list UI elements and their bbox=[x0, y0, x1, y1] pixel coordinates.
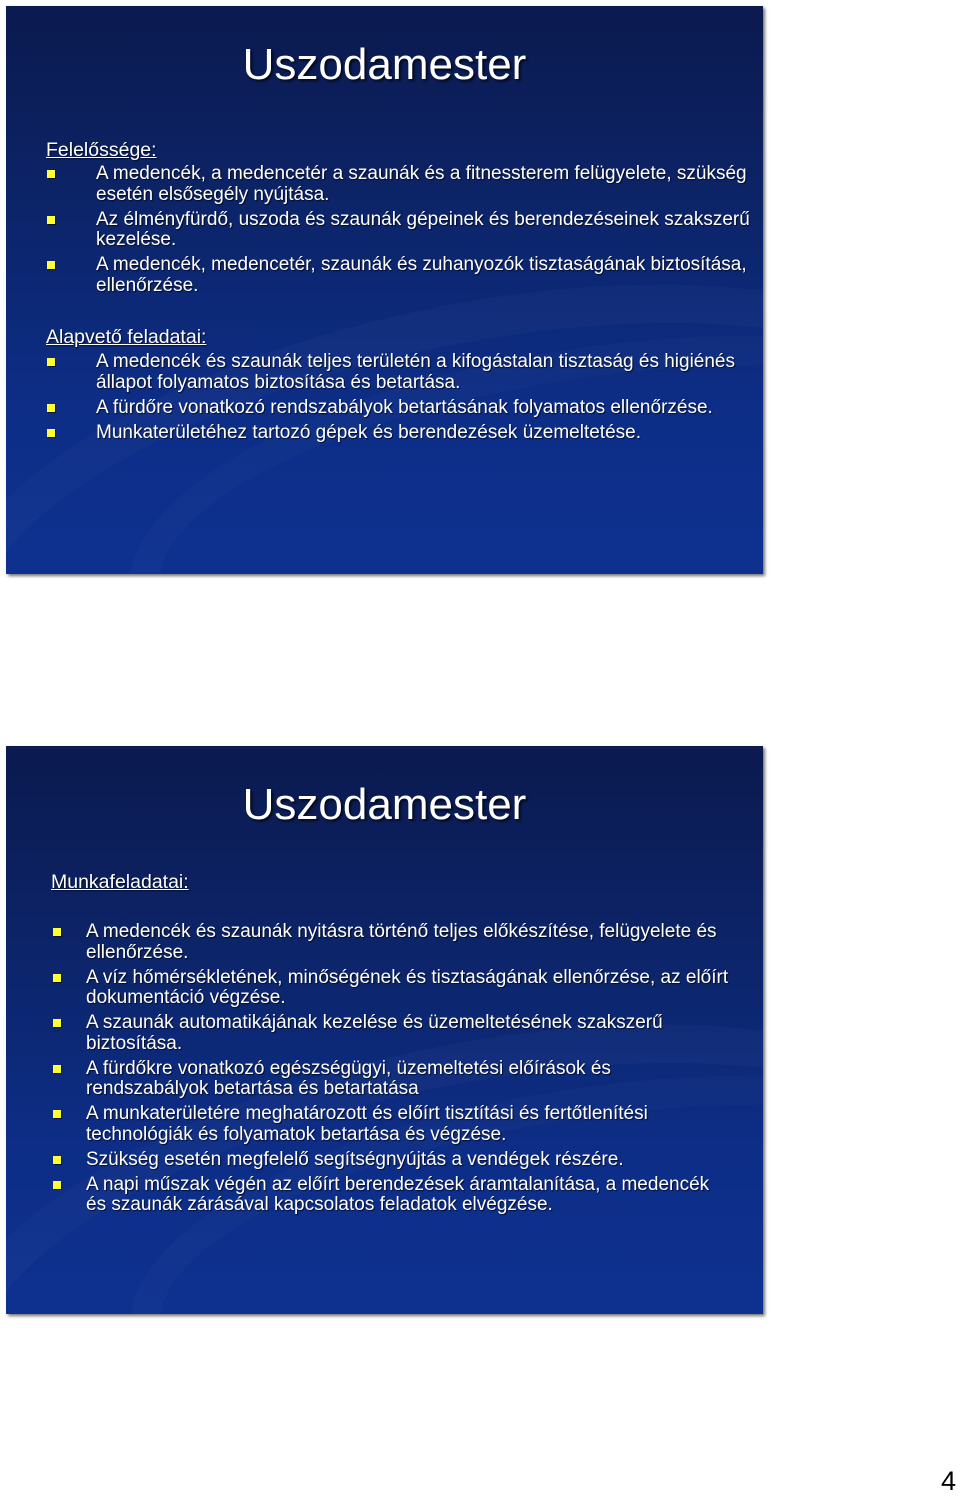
basic-tasks-list bbox=[46, 352, 736, 448]
list-item: A víz hőmérsékletének, minőségének és tisztaságának ellenőrzése, az előírt dokumentáció végzése. bbox=[52, 968, 732, 1009]
square-bullet-icon bbox=[53, 928, 61, 936]
list-item: A munkaterületére meghatározott és előírt tisztítási és fertőtlenítési technológiák és folyamatok betartása és végzése. bbox=[52, 1104, 732, 1145]
responsibility-list bbox=[46, 164, 751, 301]
list-item: Szükség esetén megfelelő segítségnyújtás a vendégek részére. bbox=[52, 1150, 732, 1171]
list-item: A napi műszak végén az előírt berendezések áramtalanítása, a medencék és szaunák zárásával kapcsolatos feladatok elvégzése. bbox=[52, 1175, 732, 1216]
square-bullet-icon bbox=[47, 429, 55, 437]
section-heading-basic-tasks: Alapvető feladatai: bbox=[46, 326, 207, 348]
list-item: A szaunák automatikájának kezelése és üzemeltetésének szakszerű biztosítása. bbox=[52, 1013, 732, 1054]
square-bullet-icon bbox=[53, 1019, 61, 1027]
work-tasks-list bbox=[52, 922, 732, 1220]
list-item: A medencék, medencetér, szaunák és zuhanyozók tisztaságának biztosítása, ellenőrzése. bbox=[46, 255, 751, 296]
list-item: A medencék és szaunák teljes területén a kifogástalan tisztaság és higiénés állapot folyamatos biztosítása és betartása. bbox=[46, 352, 736, 393]
square-bullet-icon bbox=[53, 1065, 61, 1073]
slide-title: Uszodamester bbox=[242, 40, 527, 89]
square-bullet-icon bbox=[53, 1181, 61, 1189]
page-number: 4 bbox=[940, 1466, 956, 1496]
square-bullet-icon bbox=[47, 404, 55, 412]
square-bullet-icon bbox=[47, 216, 55, 224]
list-item: A medencék és szaunák nyitásra történő teljes előkészítése, felügyelete és ellenőrzése. bbox=[52, 922, 732, 963]
list-item: A medencék, a medencetér a szaunák és a fitnessterem felügyelete, szükség esetén elsősegély nyújtása. bbox=[46, 164, 751, 205]
square-bullet-icon bbox=[53, 1156, 61, 1164]
square-bullet-icon bbox=[47, 261, 55, 269]
list-item: A fürdőkre vonatkozó egészségügyi, üzemeltetési előírások és rendszabályok betartása és betartatása bbox=[52, 1059, 732, 1100]
list-item: Munkaterületéhez tartozó gépek és berendezések üzemeltetése. bbox=[46, 423, 736, 444]
slide-2 bbox=[6, 746, 763, 1314]
slide-1 bbox=[6, 6, 763, 574]
square-bullet-icon bbox=[53, 1110, 61, 1118]
section-heading-responsibility: Felelőssége: bbox=[46, 139, 157, 161]
list-item: Az élményfürdő, uszoda és szaunák gépeinek és berendezéseinek szakszerű kezelése. bbox=[46, 210, 751, 251]
list-item: A fürdőre vonatkozó rendszabályok betartásának folyamatos ellenőrzése. bbox=[46, 398, 736, 419]
square-bullet-icon bbox=[53, 974, 61, 982]
slide-title: Uszodamester bbox=[242, 780, 527, 829]
square-bullet-icon bbox=[47, 358, 55, 366]
square-bullet-icon bbox=[47, 170, 55, 178]
section-heading-work-tasks: Munkafeladatai: bbox=[51, 871, 189, 893]
